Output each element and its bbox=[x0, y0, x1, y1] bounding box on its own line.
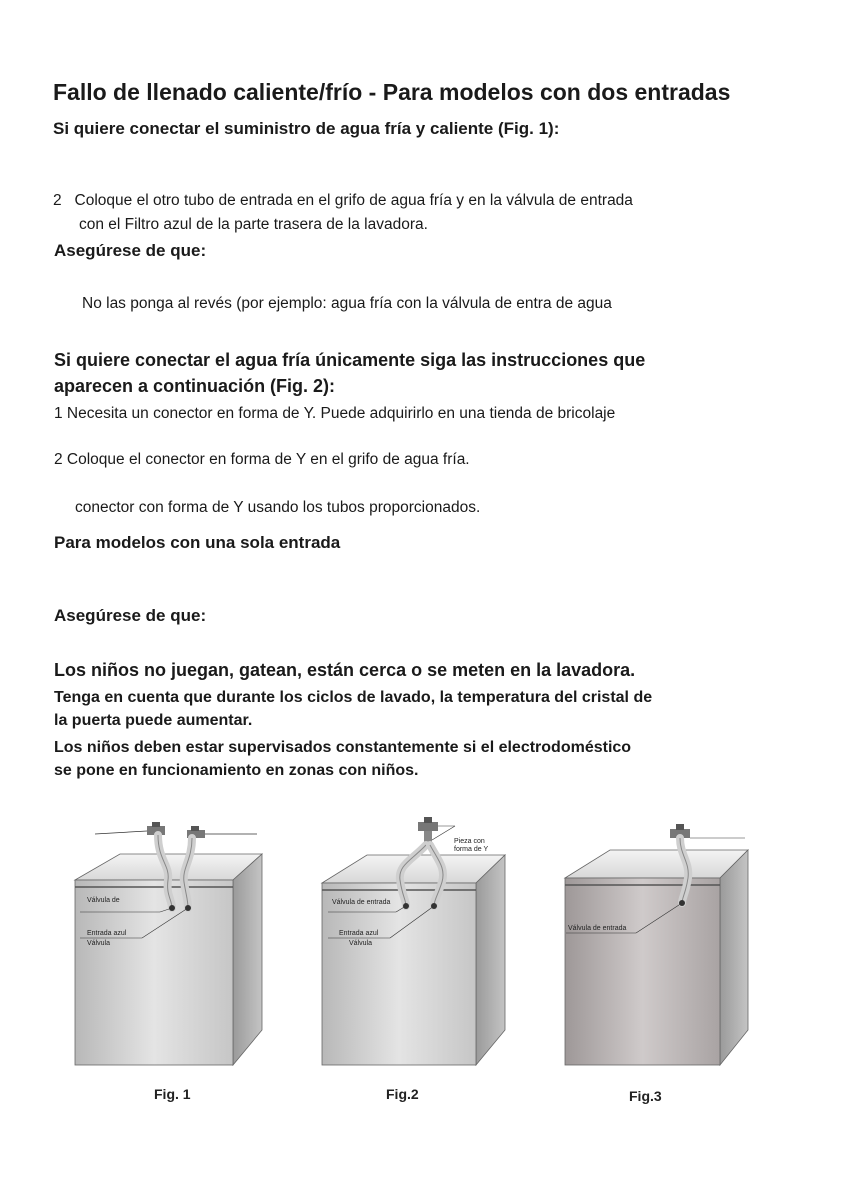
warning-glass-line-2: la puerta puede aumentar. bbox=[54, 712, 253, 729]
cold-step-1: 1 Necesita un conector en forma de Y. Puede adquirirlo en una tienda de bricolaje bbox=[54, 405, 616, 422]
fig1-caption: Fig. 1 bbox=[154, 1086, 191, 1102]
fig1-label-valve-2: Válvula bbox=[87, 940, 110, 947]
step-2-line-2: con el Filtro azul de la parte trasera de la lavadora. bbox=[79, 216, 428, 233]
fig2-caption: Fig.2 bbox=[386, 1086, 419, 1102]
fig1-label-valve: Válvula de bbox=[87, 897, 120, 904]
figure-3 bbox=[565, 824, 748, 1065]
fig3-caption: Fig.3 bbox=[629, 1088, 662, 1104]
warning-glass-line-1: Tenga en cuenta que durante los ciclos de lavado, la temperatura del cristal de bbox=[54, 689, 653, 706]
step-2-line-1: 2 Coloque el otro tubo de entrada en el grifo de agua fría y en la válvula de entrada bbox=[53, 192, 633, 209]
warning-supervise-line-2: se pone en funcionamiento en zonas con niños. bbox=[54, 762, 419, 779]
warning-supervise-line-1: Los niños deben estar supervisados constantemente si el electrodoméstico bbox=[54, 739, 632, 756]
page-title: Fallo de llenado caliente/frío - Para modelos con dos entradas bbox=[53, 79, 731, 105]
section-heading-hot-cold: Si quiere conectar el suministro de agua fría y caliente (Fig. 1): bbox=[53, 119, 560, 138]
section-heading-cold-line-1: Si quiere conectar el agua fría únicamente siga las instrucciones que bbox=[54, 350, 646, 370]
cold-step-2: 2 Coloque el conector en forma de Y en el grifo de agua fría. bbox=[54, 451, 470, 468]
warning-children: Los niños no juegan, gatean, están cerca o se meten en la lavadora. bbox=[54, 660, 636, 680]
fig2-label-valve: Válvula de entrada bbox=[332, 899, 391, 906]
figure-2 bbox=[322, 817, 505, 1065]
fig1-label-blue: Entrada azul bbox=[87, 930, 127, 937]
fig2-label-y-1: Pieza con bbox=[454, 838, 485, 845]
cold-step-3-tail: conector con forma de Y usando los tubos proporcionados. bbox=[75, 499, 481, 516]
section-heading-cold-line-2: aparecen a continuación (Fig. 2): bbox=[54, 376, 336, 396]
ensure-heading-2: Asegúrese de que: bbox=[54, 606, 207, 625]
fig2-label-y-2: forma de Y bbox=[454, 846, 489, 853]
figures-illustration bbox=[0, 800, 842, 1120]
figure-1 bbox=[75, 822, 262, 1065]
section-heading-single: Para modelos con una sola entrada bbox=[54, 533, 341, 552]
fig2-label-valve-2: Válvula bbox=[349, 940, 372, 947]
ensure-heading-1: Asegúrese de que: bbox=[54, 241, 207, 260]
ensure-text-1: No las ponga al revés (por ejemplo: agua fría con la válvula de entra de agua bbox=[82, 295, 612, 312]
tap-icon bbox=[418, 822, 438, 831]
fig3-label-valve: Válvula de entrada bbox=[568, 925, 627, 932]
fig2-label-blue: Entrada azul bbox=[339, 930, 379, 937]
